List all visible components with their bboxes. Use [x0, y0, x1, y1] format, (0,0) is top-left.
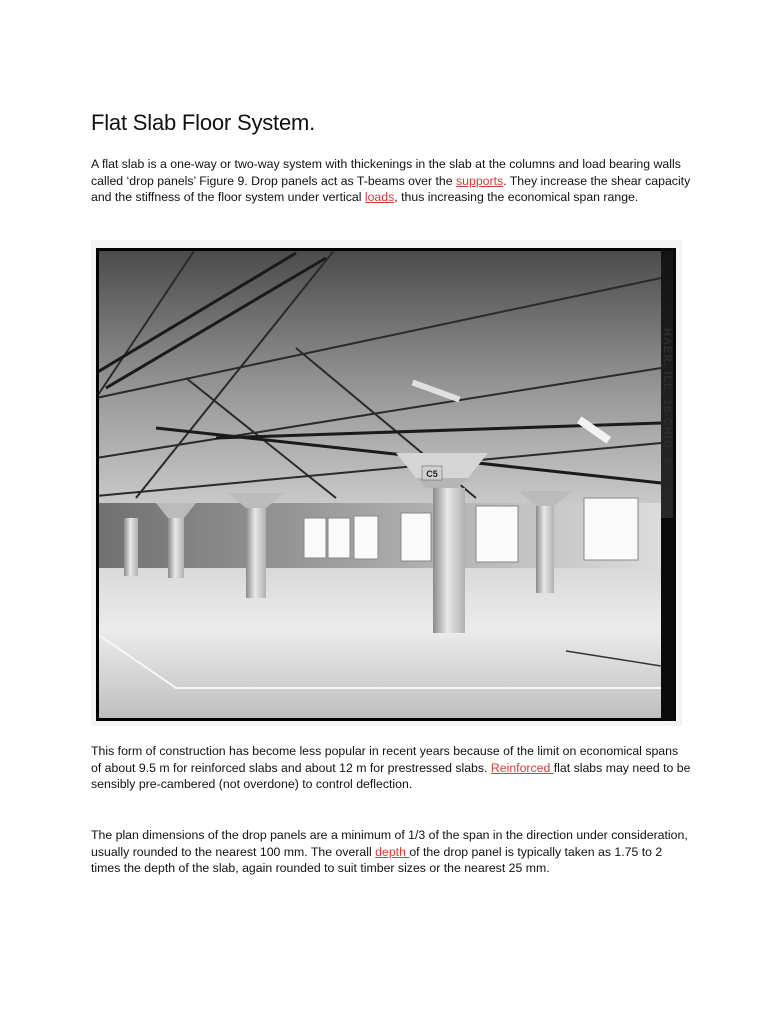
text-run: , thus increasing the economical span range.	[394, 190, 639, 205]
text-run: A flat slab is a one-way or two-way system with thickenings in the slab at the columns and load bearing walls called ‘drop panels’ Figure 9. Drop panels act as T-beams over the	[91, 157, 681, 188]
flat-slab-photo	[96, 248, 676, 721]
text-run: of the drop panel is typically taken as 1.75 to 2 times the depth of the slab, again rounded to suit timber sizes or the nearest 25 mm.	[91, 844, 663, 876]
page-title: Flat Slab Floor System.	[91, 110, 316, 135]
loads-link[interactable]: loads	[364, 190, 395, 205]
text-run: flat slabs may need to be sensibly pre-cambered (not overdone) to control deflection.	[91, 760, 691, 792]
paragraph-drop-panels	[91, 827, 691, 877]
reinforced-link[interactable]: Reinforced	[490, 760, 554, 775]
text-run: The plan dimensions of the drop panels are a minimum of 1/3 of the span in the direction under consideration, usually rounded to the nearest 100 mm. The overall	[91, 828, 688, 859]
text-run: . They increase the shear capacity and the stiffness of the floor system under vertical	[91, 173, 691, 205]
paragraph-construction	[91, 743, 691, 793]
paragraph-intro	[91, 156, 691, 206]
depth-link[interactable]: depth	[375, 844, 410, 859]
column-tag: C5	[426, 469, 438, 479]
supports-link[interactable]: supports	[456, 173, 504, 188]
text-run: This form of construction has become less popular in recent years because of the limit on economical spans of about 9.5 m for reinforced slabs and about 12 m for prestressed slabs.	[91, 744, 679, 775]
flat-slab-photo-drawing	[96, 248, 676, 721]
